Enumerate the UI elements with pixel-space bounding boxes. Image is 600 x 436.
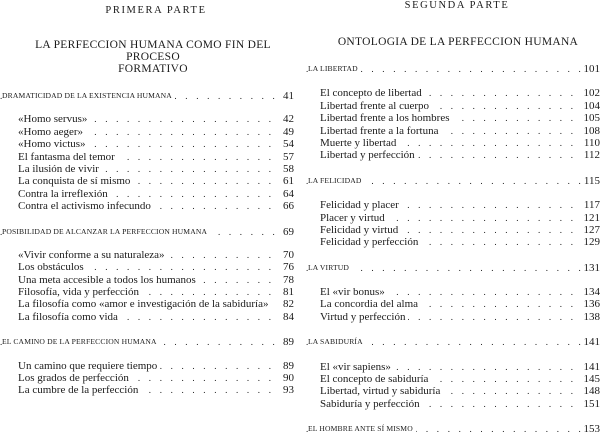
page-number: 57: [280, 151, 294, 163]
page-number: 153: [581, 423, 600, 435]
page-number: 82: [280, 298, 294, 310]
section-heading[interactable]: LA FELICIDAD 115 . . .: [306, 175, 600, 187]
entry-list: [306, 361, 600, 411]
toc-entry[interactable]: Libertad y perfección 112 . . .: [320, 149, 600, 161]
entry-list: [306, 286, 600, 323]
page-number: 127: [581, 224, 600, 236]
page-number: 141: [581, 361, 600, 373]
toc-entry[interactable]: Virtud y perfección 138 . . .: [320, 311, 600, 323]
part-title: ONTOLOGIA DE LA PERFECCION HUMANA: [306, 36, 600, 48]
section-heading[interactable]: EL CAMINO DE LA PERFECCION HUMANA 89 . . .: [0, 336, 294, 348]
part-title-line: FORMATIVO: [8, 63, 298, 75]
toc-entry[interactable]: «Homo victus» 54 . . .: [18, 138, 294, 150]
page-number: 64: [280, 188, 294, 200]
toc-entry[interactable]: Muerte y libertad 110 . . .: [320, 137, 600, 149]
page-number: 141: [581, 336, 600, 348]
toc-entry[interactable]: Placer y virtud 121 . . .: [320, 212, 600, 224]
toc-entry[interactable]: Felicidad y perfección 129 . . .: [320, 236, 600, 248]
page-number: 105: [581, 112, 600, 124]
right-column: [306, 0, 600, 436]
toc-entry[interactable]: Filosofía, vida y perfección 81 . . .: [18, 286, 294, 298]
page-number: 61: [280, 175, 294, 187]
toc-entry[interactable]: Libertad frente a los hombres 105 . . .: [320, 112, 600, 124]
section-heading[interactable]: LA VIRTUD 131 . . .: [306, 262, 600, 274]
toc-entry[interactable]: La concordia del alma 136 . . .: [320, 298, 600, 310]
section-heading[interactable]: DRAMATICIDAD DE LA EXISTENCIA HUMANA 41 . . .: [0, 90, 294, 102]
toc-entry[interactable]: El concepto de sabiduría 145 . . .: [320, 373, 600, 385]
entry-list: [0, 113, 294, 212]
toc-entry[interactable]: Los grados de perfección 90 . . .: [18, 372, 294, 384]
page-number: 104: [581, 100, 600, 112]
page-number: 148: [581, 385, 600, 397]
toc-entry[interactable]: El concepto de libertad 102 . . .: [320, 87, 600, 99]
page-number: 81: [280, 286, 294, 298]
toc-entry[interactable]: El «vir bonus» 134 . . .: [320, 286, 600, 298]
page-number: 58: [280, 163, 294, 175]
toc-entry[interactable]: El «vir sapiens» 141 . . .: [320, 361, 600, 373]
part-heading: PRIMERA PARTE: [0, 5, 298, 25]
page-number: 76: [280, 261, 294, 273]
toc-entry[interactable]: Sabiduría y perfección 151 . . .: [320, 398, 600, 410]
toc-entry[interactable]: La filosofía como vida 84 . . .: [18, 311, 294, 323]
page-number: 89: [280, 336, 294, 348]
page-number: 138: [581, 311, 600, 323]
page-number: 134: [581, 286, 600, 298]
part-heading: SEGUNDA PARTE: [306, 0, 600, 20]
page-number: 112: [581, 149, 600, 161]
page-number: 115: [581, 175, 600, 187]
page-number: 151: [581, 398, 600, 410]
page-number: 84: [280, 311, 294, 323]
page-number: 90: [280, 372, 294, 384]
toc-entry[interactable]: Libertad frente a la fortuna 108 . . .: [320, 125, 600, 137]
page-number: 54: [280, 138, 294, 150]
page-number: 93: [280, 384, 294, 396]
entry-list: [306, 87, 600, 161]
page-number: 110: [581, 137, 600, 149]
toc-entry[interactable]: Una meta accesible a todos los humanos 78 . . .: [18, 274, 294, 286]
page-number: 70: [280, 249, 294, 261]
toc-entry[interactable]: El fantasma del temor 57 . . .: [18, 151, 294, 163]
toc-entry[interactable]: Felicidad y virtud 127 . . .: [320, 224, 600, 236]
toc-entry[interactable]: «Vivir conforme a su naturaleza» 70 . . .: [18, 249, 294, 261]
toc-entry[interactable]: Un camino que requiere tiempo 89 . . .: [18, 360, 294, 372]
entry-list: [0, 360, 294, 397]
toc-entry[interactable]: La conquista de sí mismo 61 . . .: [18, 175, 294, 187]
entry-list: [0, 249, 294, 323]
page-number: 69: [280, 226, 294, 238]
section-heading[interactable]: POSIBILIDAD DE ALCANZAR LA PERFECCION HUMANA 69 . . .: [0, 226, 294, 238]
toc-entry[interactable]: La filosofía como «amor e investigación de la sabiduría» 82 . . .: [18, 298, 294, 310]
toc-entry[interactable]: Libertad frente al cuerpo 104 . . .: [320, 100, 600, 112]
page-number: 89: [280, 360, 294, 372]
toc-entry[interactable]: La ilusión de vivir 58 . . .: [18, 163, 294, 175]
page-number: 42: [280, 113, 294, 125]
toc-entry[interactable]: Libertad, virtud y sabiduría 148 . . .: [320, 385, 600, 397]
part-title-line: LA PERFECCION HUMANA COMO FIN DEL PROCESO: [8, 39, 298, 63]
page-number: 102: [581, 87, 600, 99]
page-number: 49: [280, 126, 294, 138]
toc-entry[interactable]: «Homo aeger» 49 . . .: [18, 126, 294, 138]
left-column: [0, 0, 298, 397]
page-number: 145: [581, 373, 600, 385]
toc-entry[interactable]: Contra el activismo infecundo 66 . . .: [18, 200, 294, 212]
page-number: 121: [581, 212, 600, 224]
section-heading[interactable]: EL HOMBRE ANTE SÍ MISMO 153 . . .: [306, 423, 600, 435]
page-number: 66: [280, 200, 294, 212]
page-number: 108: [581, 125, 600, 137]
part-title: [0, 39, 298, 75]
toc-entry[interactable]: Los obstáculos 76 . . .: [18, 261, 294, 273]
page-number: 136: [581, 298, 600, 310]
toc-entry[interactable]: Contra la irreflexión 64 . . .: [18, 188, 294, 200]
page-number: 41: [280, 90, 294, 102]
toc-entry[interactable]: La cumbre de la perfección 93 . . .: [18, 384, 294, 396]
page-number: 131: [581, 262, 600, 274]
toc-entry[interactable]: Felicidad y placer 117 . . .: [320, 199, 600, 211]
toc-entry[interactable]: «Homo servus» 42 . . .: [18, 113, 294, 125]
page-number: 117: [581, 199, 600, 211]
section-heading[interactable]: LA LIBERTAD 101 . . .: [306, 63, 600, 75]
page-number: 101: [581, 63, 600, 75]
page-number: 78: [280, 274, 294, 286]
entry-list: [306, 199, 600, 249]
page-number: 129: [581, 236, 600, 248]
section-heading[interactable]: LA SABIDURÍA 141 . . .: [306, 336, 600, 348]
